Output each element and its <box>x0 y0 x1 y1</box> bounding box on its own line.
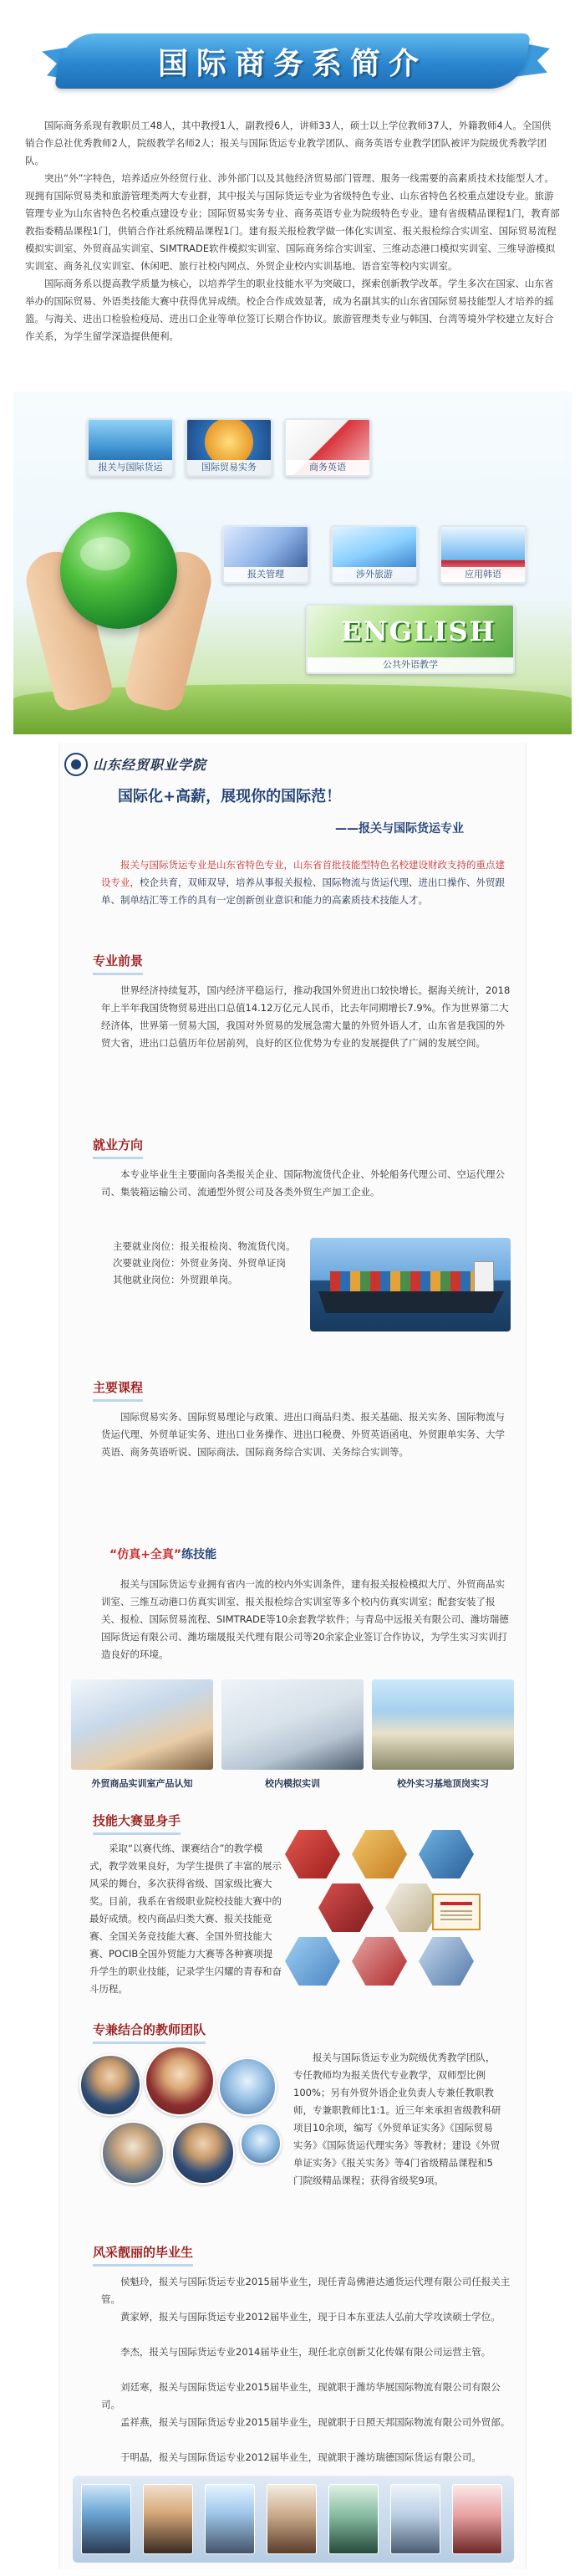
section-title-alumni: 风采靓丽的毕业生 <box>93 2243 193 2267</box>
lead-text: 校企共育，双师双导，培养从事报关报检、国际物流与货运代理、进出口操作、外贸跟单、制单结汇等工作的具有一定创新创业意识和能力的高素质技术技能人才。 <box>101 877 505 906</box>
training-title-highlight: “仿真+全真” <box>109 1548 182 1561</box>
training-photo <box>221 1679 364 1770</box>
college-emblem-icon <box>64 753 88 776</box>
ship-containers <box>330 1271 489 1293</box>
tile-label: 应用韩语 <box>441 567 525 582</box>
contest-photo <box>419 1830 474 1878</box>
award-certificate-icon <box>432 1894 481 1930</box>
alumni-photo <box>205 2484 255 2554</box>
contest-photo <box>285 1830 340 1878</box>
major-poster <box>58 743 526 2569</box>
english-word: ENGLISH <box>341 616 496 647</box>
alumni-photo-strip <box>73 2476 514 2563</box>
alumni-item: 于明晶，报关与国际货运专业2012届毕业生，现就职于潍坊瑞德国际货运有限公司。 <box>120 2451 481 2463</box>
jobs-list-item: 其他就业岗位：外贸跟单岗。 <box>113 1274 238 1285</box>
photo-caption: 外贸商品实训室产品认知 <box>91 1778 193 1789</box>
team-photo <box>218 2057 277 2116</box>
tile-label: 涉外旅游 <box>333 567 416 582</box>
contest-text: 采取“以赛代练、课赛结合”的教学模式，教学效果良好，为学生提供了丰富的展示风采的舞台，多次获得省级、国家级比赛大奖。目前，我系在省级职业院校技能大赛中的最好成绩。校内商品归类大赛、报关技能竞赛、全国关务竞技能大赛、全国外贸技能大赛、POCIB全国外贸能力大赛等各种赛项提升学生的职业技能，记录学生闪耀的青春和奋斗历程。 <box>89 1843 282 1995</box>
slogan: 国际化+高薪，展现你的国际范！ <box>118 788 342 805</box>
contest-photo <box>318 1883 374 1932</box>
major-lead <box>101 856 511 909</box>
contest-photo <box>419 1937 474 1986</box>
intro-paragraph: 国际商务系现有教职员工48人，其中教授1人，副教授6人，讲师33人，硕士以上学位教师37人，外籍教师4人。全国供销合作总社优秀教师2人，院级教学名师2人；报关与国际货运专业教学团队、商务英语专业教学团队被评为院级优秀教学团队。 <box>25 120 552 166</box>
tile-label: 报关管理 <box>224 567 308 582</box>
globe-icon <box>60 512 177 629</box>
training-text: 报关与国际货运专业拥有省内一流的校内外实训条件，建有报关报检模拟大厅、外贸商品实训室、三维互动港口仿真实训室、报关报检综合实训室等多个校内仿真实训室；配套安装了报关、报检、国际贸易流程、SIMTRADE等10余套教学软件；与青岛中远报关有限公司、潍坊瑞德国际货运有限公司、潍坊瑞晟报关代理有限公司等20余家企业签订合作协议，为学生实习实训打造良好的环境。 <box>101 1578 509 1660</box>
alumni-photo <box>267 2484 317 2554</box>
alumni-item: 刘廷寒，报关与国际货运专业2015届毕业生，现就职于潍坊华展国际物流有限公司有限公司。 <box>101 2381 501 2410</box>
section-title-contest: 技能大赛显身手 <box>93 1812 181 1835</box>
alumni-photo <box>390 2484 440 2554</box>
training-photo <box>372 1679 514 1770</box>
tile-label: 商务英语 <box>286 460 369 475</box>
major-name: ——报关与国际货运专业 <box>335 822 464 836</box>
contest-photo <box>352 1937 407 1986</box>
tile-label: 报关与国际货运 <box>89 460 172 475</box>
ship-hull <box>318 1291 504 1313</box>
team-photo <box>171 2121 235 2185</box>
training-photo <box>71 1679 213 1770</box>
jobs-intro: 本专业毕业生主要面向各类报关企业、国际物流货代企业、外轮船务代理公司、空运代理公司、集装箱运输公司、流通型外贸公司及各类外贸生产加工企业。 <box>101 1168 505 1198</box>
tile-business-english[interactable] <box>284 418 371 477</box>
jobs-list-item: 主要就业岗位：报关报检岗、物流货代岗。 <box>113 1240 296 1252</box>
jobs-list-item: 次要就业岗位：外贸业务岗、外贸单证岗 <box>113 1257 286 1269</box>
alumni-item: 侯魁玲，报关与国际货运专业2015届毕业生，现任青岛佛港达通货运代理有限公司任报关主管。 <box>101 2276 511 2305</box>
college-logo <box>64 753 315 779</box>
alumni-item: 黄家婷，报关与国际货运专业2012届毕业生，现于日本东亚法人弘前大学攻读硕士学位。 <box>120 2311 501 2323</box>
intro-paragraph: 国际商务系以提高教学质量为核心，以培养学生的职业技能水平为突破口，探索创新教学改革。学生多次在国家、山东省举办的国际贸易、外语类技能大赛中获得优异成绩。校企合作成效显著，成为名副其实的山东省国际贸易技能型人才培养的摇篮。与海关、进出口检验检疫局、进出口企业等单位签订长期合作协议。旅游管理类专业与韩国、台湾等境外学校建立友好合作关系，为学生留学深造提供便利。 <box>25 278 554 342</box>
tile-label: 公共外语教学 <box>308 657 513 672</box>
team-photo <box>145 2046 215 2116</box>
tile-korean[interactable] <box>440 525 526 584</box>
training-title-rest: 练技能 <box>181 1548 217 1561</box>
section-title-courses: 主要课程 <box>93 1378 143 1402</box>
ship-bridge <box>474 1261 494 1293</box>
team-text: 报关与国际货运专业为院级优秀教学团队，专任教师均为报关货代专业教学，双师型比例100%；另有外贸外语企业负责人专兼任教职教师，专兼职教师比1:1。近三年来承担省级教科研项目10余项，编写《外贸单证实务》《国际贸易实务》《国际货运代理实务》等教材；建设《外贸单证实务》《报关实务》等4门省级精品课程和5门院级精品课程；获得省级奖9项。 <box>293 2052 501 2186</box>
tile-customs-management[interactable] <box>222 525 309 584</box>
section-title-prospect: 专业前景 <box>93 952 143 975</box>
lead-highlight: 报关与国际货运专业是山东省特色专业，山东省首批技能型特色名校建设财政支持的重点建设专业， <box>101 859 505 888</box>
alumni-photo <box>328 2484 379 2554</box>
college-name: 山东经贸职业学院 <box>93 757 207 773</box>
team-photo <box>79 2054 141 2116</box>
container-ship-photo <box>310 1238 511 1331</box>
alumni-photo <box>143 2484 193 2554</box>
jobs-list <box>113 1238 305 1288</box>
section-title-training <box>109 1546 216 1562</box>
alumni-item: 孟祥燕，报关与国际货运专业2015届毕业生，现就职于日照天邦国际物流有限公司外贸部。 <box>120 2416 511 2428</box>
tile-label: 国际贸易实务 <box>187 460 271 475</box>
contest-photo <box>352 1830 407 1878</box>
alumni-photo <box>452 2484 502 2554</box>
intro-text <box>25 117 560 345</box>
photo-caption: 校内模拟实训 <box>265 1778 320 1789</box>
tile-public-english[interactable] <box>306 604 515 674</box>
globe-in-hands-image <box>23 458 207 726</box>
contest-photo <box>285 1937 340 1986</box>
majors-collage <box>13 391 572 734</box>
page-title: 国际商务系简介 <box>157 46 427 81</box>
courses-text: 国际贸易实务、国际贸易理论与政策、进出口商品归类、报关基础、报关实务、国际物流与货运代理、外贸单证实务、进出口业务操作、进出口税费、外贸英语函电、外贸跟单实务、大学英语、商务英语听说、国际商法、国际商务综合实训、关务综合实训等。 <box>101 1411 505 1458</box>
intro-paragraph: 突出“外”字特色，培养适应外经贸行业、涉外部门以及其他经济贸易部门管理、服务一线需要的高素质技术技能型人才。现拥有国际贸易类和旅游管理类两大专业群，其中报关与国际货运专业为省级特色专业、山东省特色名校重点建设专业。旅游管理专业为山东省特色名校重点建设专业；国际贸易实务专业、商务英语专业为院级特色专业。建有省级精品课程1门，教育部教指委精品课程1门，供销合作社系统精品课程1门。建有报关报检教学做一体化实训室、报关报检综合实训室、国际贸易流程模拟实训室、外贸商品实训室、SIMTRADE软件模拟实训室、国际商务综合实训室、三维动态港口模拟实训室、三维导游模拟实训室、商务礼仪实训室、休闲吧、旅行社校内网点、外贸企业校内实训基地、语音室等校内实训室。 <box>25 172 560 272</box>
tile-customs-freight[interactable] <box>87 418 174 477</box>
team-photo <box>101 2121 165 2185</box>
prospect-text: 世界经济持续复苏，国内经济平稳运行，推动我国外贸进出口较快增长。据海关统计，2018年上半年我国货物贸易进出口总值14.12万亿元人民币，比去年同期增长7.9%。作为世界第二大经济体，世界第一贸易大国，我国对外贸易的发展急需大量的外贸外语人才，山东省是我国的外贸大省，进出口总值历年位居前列，良好的区位优势为专业的发展提供了广阔的发展空间。 <box>101 984 511 1049</box>
alumni-item: 李杰，报关与国际货运专业2014届毕业生，现任北京创新艾化传媒有限公司运营主管。 <box>120 2346 491 2358</box>
tile-intl-trade[interactable] <box>186 418 272 477</box>
alumni-photo <box>81 2484 131 2554</box>
intro-banner <box>0 0 585 109</box>
photo-caption: 校外实习基地顶岗实习 <box>397 1778 489 1789</box>
section-title-team: 专兼结合的教师团队 <box>93 2021 206 2044</box>
section-title-jobs: 就业方向 <box>93 1136 143 1159</box>
team-photo <box>240 2123 282 2165</box>
tile-tourism[interactable] <box>331 525 418 584</box>
